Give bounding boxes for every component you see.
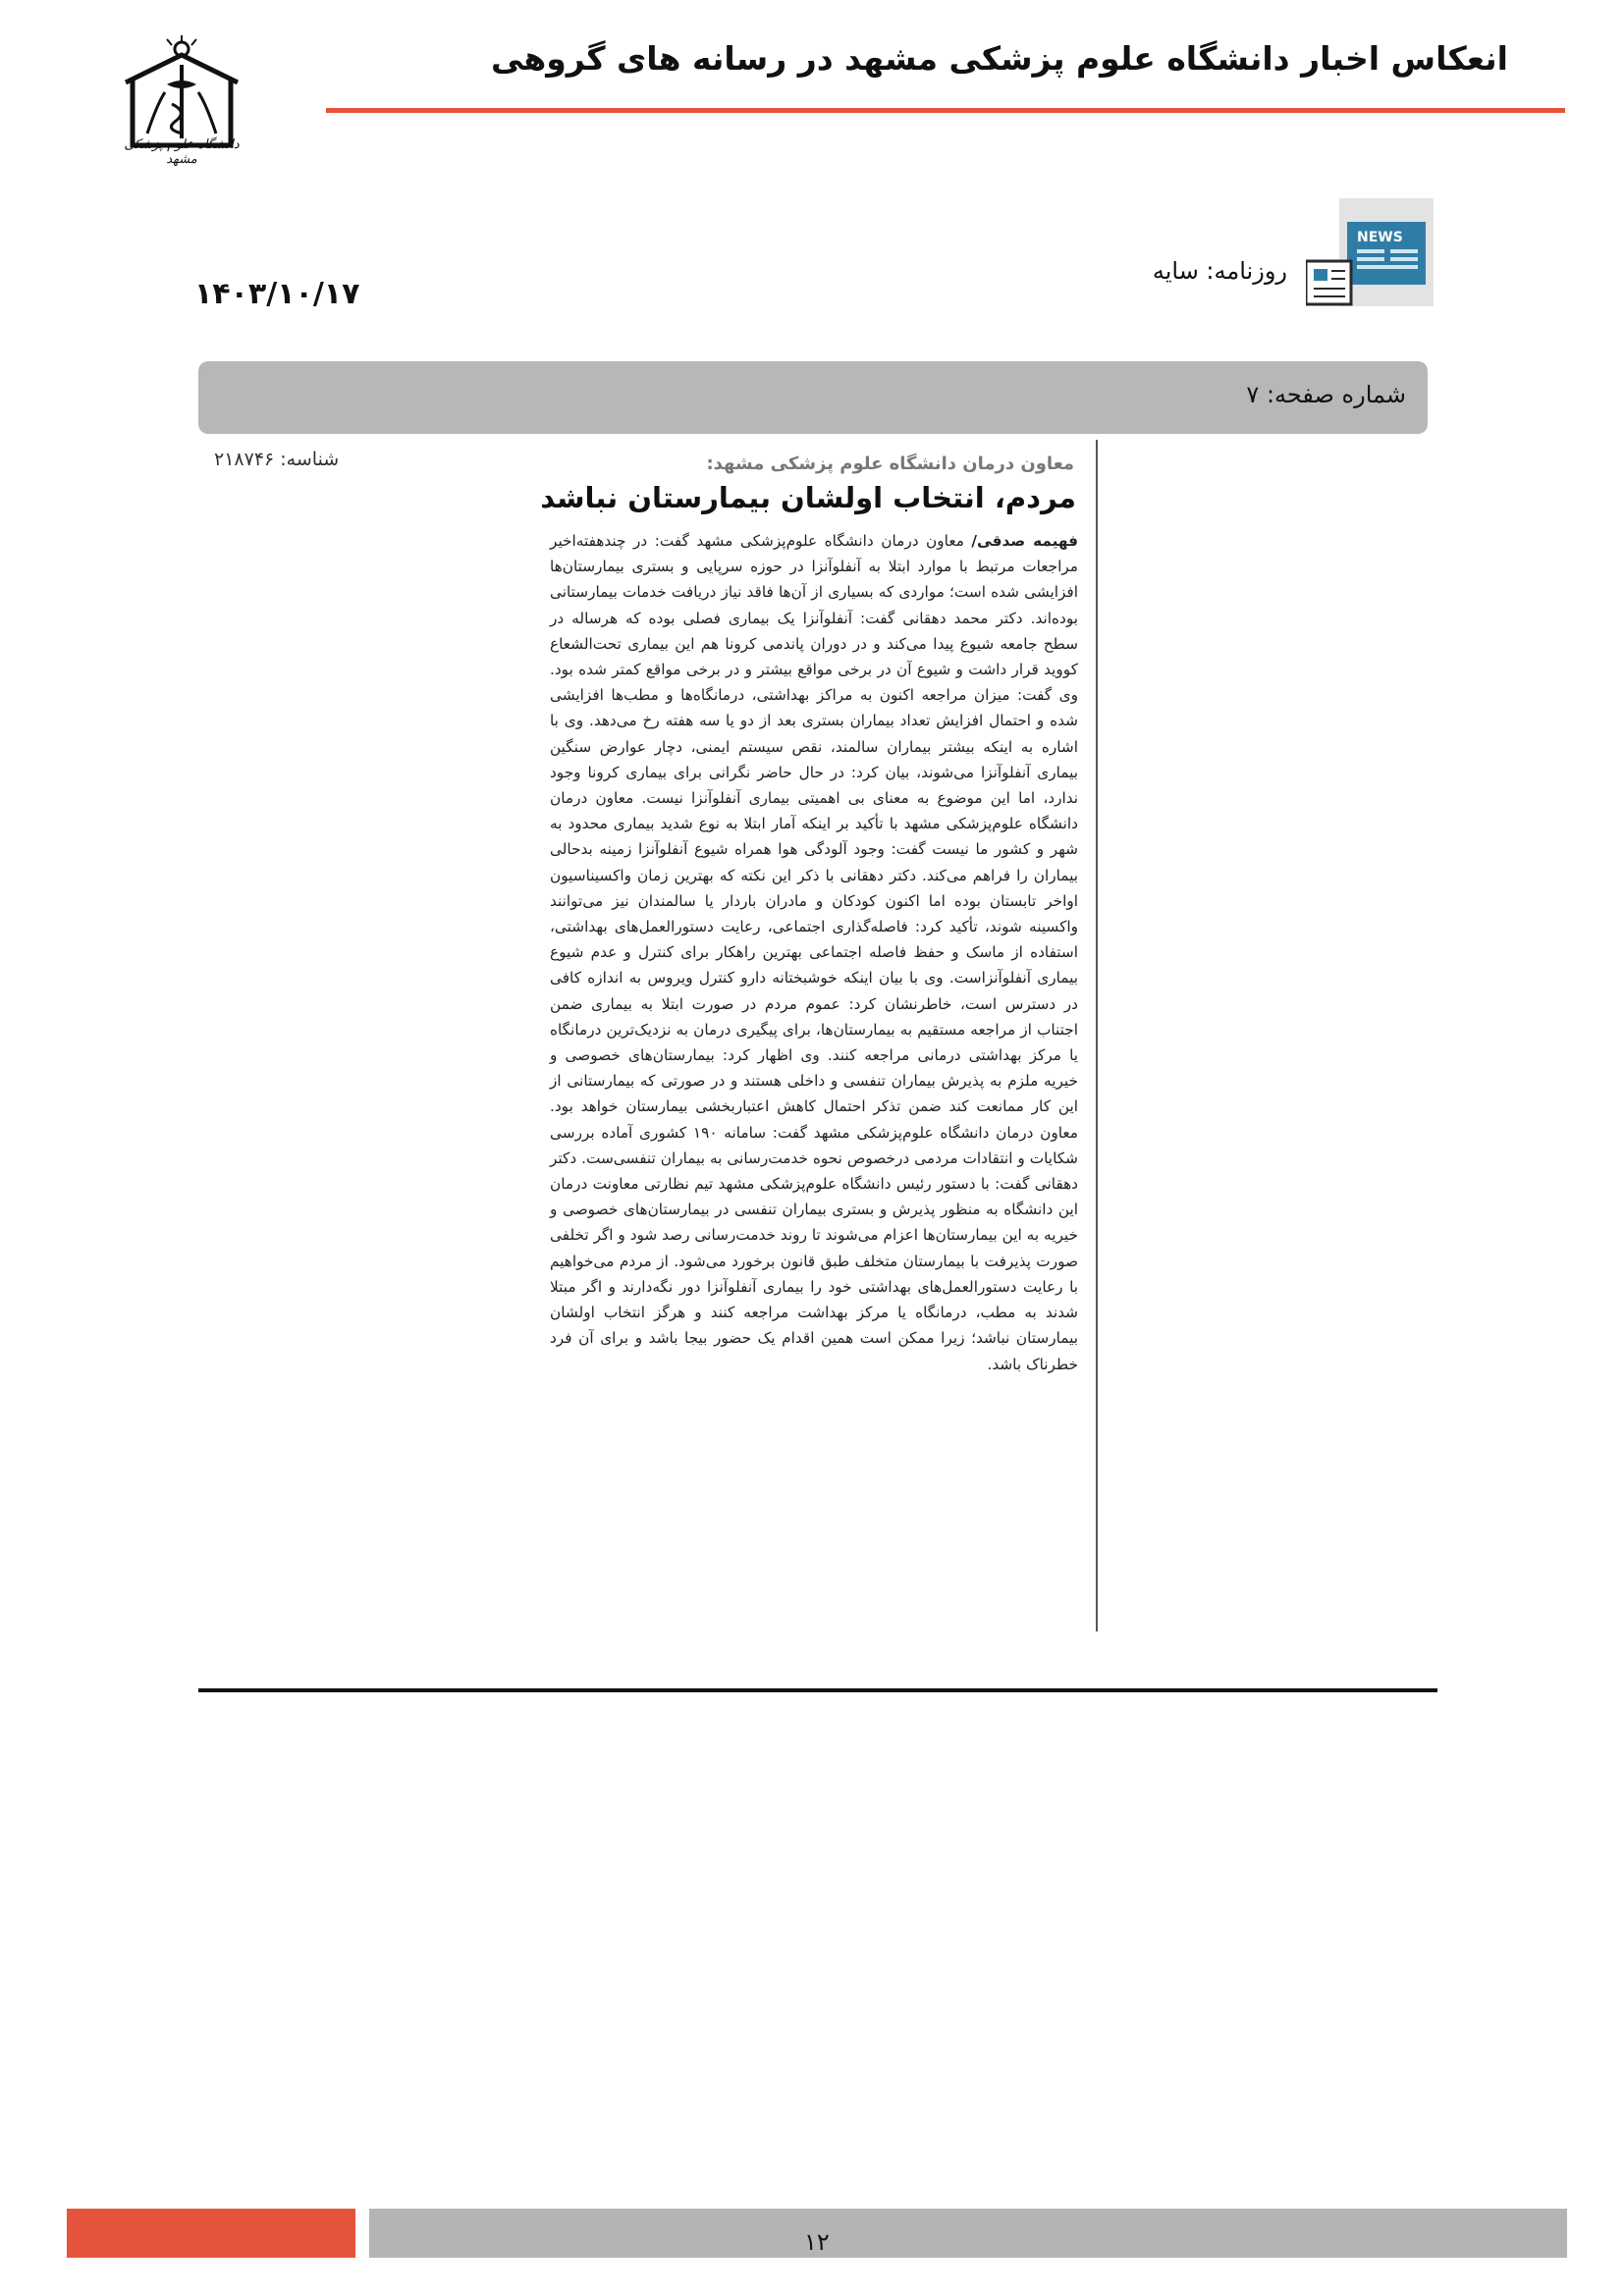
- clipping-id: شناسه: ۲۱۸۷۴۶: [214, 449, 340, 470]
- logo-caption: دانشگاه علوم پزشکی مشهد: [124, 137, 240, 167]
- newspaper-icon: [1306, 198, 1434, 306]
- page-number-bar: [198, 361, 1428, 434]
- column-divider: [1096, 440, 1098, 1631]
- page-number-label: شماره صفحه: ۷: [1246, 381, 1406, 408]
- article-text: معاون درمان دانشگاه علوم‌پزشکی مشهد گفت: در چندهفته‌اخیر مراجعات مرتبط با موارد ابتلا به آنفلوآنزا در حوزه سرپایی و بستری بیمارستان‌ها افزایشی شده است؛ مواردی که بسیاری از آن‌ها فاقد نیاز دریافت خدمات بیمارستانی بوده‌اند. دکتر محمد دهقانی گفت: آنفلوآنزا یک بیماری فصلی بوده که هرساله در سطح جامعه شیوع پیدا می‌کند و در دوران پاندمی کرونا هم این بیماری تحت‌الشعاع کووید قرار داشت و شیوع آن در برخی مواقع بیشتر و در برخی مواقع کمتر شده بود. وی گفت: میزان مراجعه اکنون به مراکز بهداشتی، درمانگاه‌ها و مطب‌ها افزایشی شده و احتمال افزایش تعداد بیماران بستری بعد از دو یا سه هفته رخ می‌دهد. وی با اشاره به اینکه بیشتر بیماران سالمند، نقص سیستم ایمنی، دچار عوارض سنگین بیماری آنفلوآنزا می‌شوند، بیان کرد: در حال حاضر نگرانی برای بیماری کرونا وجود ندارد، اما این موضوع به معنای بی اهمیتی بیماری آنفلوآنزا نیست. معاون درمان دانشگاه علوم‌پزشکی مشهد با تأکید بر اینکه آمار ابتلا به نوع شدید بیماری محدود به شهر و کشور ما نیست گفت: وجود آلودگی هوا همراه شیوع آنفلوآنزا زمینه بدحالی بیماران را فراهم می‌کند. دکتر دهقانی با ذکر این نکته که بهترین زمان واکسیناسیون اواخر تابستان بوده اما اکنون کودکان و مادران باردار یا سالمندان نیز می‌توانند واکسینه شوند، تأکید کرد: فاصله‌گذاری اجتماعی، رعایت دستورالعمل‌های بهداشتی، استفاده از ماسک و حفظ فاصله اجتماعی بهترین راهکار برای کنترل و عدم شیوع بیماری آنفلوآنزاست. وی با بیان اینکه خوشبختانه دارو کنترل ویروس به اندازه کافی در دسترس است، خاطرنشان کرد: عموم مردم در صورت ابتلا به بیماری ضمن اجتناب از مراجعه مستقیم به بیمارستان‌ها، برای پیگیری درمان به نزدیک‌ترین درمانگاه یا مرکز بهداشتی درمانی مراجعه کنند. وی اظهار کرد: بیمارستان‌های خصوصی و خیریه ملزم به پذیرش بیماران تنفسی و داخلی هستند و در صورتی که بیمارستانی از این کار ممانعت کند ضمن تذکر احتمال کاهش اعتباربخشی بیمارستان خواهد بود. معاون درمان دانشگاه علوم‌پزشکی مشهد گفت: سامانه ۱۹۰ کشوری آماده بررسی شکایات و انتقادات مردمی درخصوص نحوه خدمت‌رسانی به بیماران تنفسی‌ست. دکتر دهقانی گفت: با دستور رئیس دانشگاه علوم‌پزشکی مشهد تیم نظارتی معاونت درمان این دانشگاه به منظور پذیرش و بستری بیماران تنفسی در بیمارستان‌های خصوصی و خیریه به این بیمارستان‌ها اعزام می‌شوند تا روند خدمت‌رسانی رصد شود و اگر تخلفی صورت پذیرفت با بیمارستان متخلف طبق قانون برخورد می‌شود. از مردم می‌خواهیم با رعایت دستورالعمل‌های بهداشتی خود را بیماری آنفلوآنزا دور نگه‌دارند و اگر مبتلا شدند به مطب، درمانگاه یا مرکز بهداشت مراجعه کنند و هرگز انتخاب اولشان بیمارستان نباشد؛ زیرا ممکن است همین اقدام یک حضور بیجا باشد و برای آن فرد خطرناک باشد.: [550, 532, 1078, 1373]
- footer-accent-bar: [67, 2209, 355, 2258]
- report-title: انعکاس اخبار دانشگاه علوم پزشکی مشهد در رسانه های گروهی: [491, 39, 1508, 78]
- article-headline: مردم، انتخاب اولشان بیمارستان نباشد: [540, 481, 1076, 514]
- header-divider: [326, 108, 1565, 113]
- article-kicker: معاون درمان دانشگاه علوم پزشکی مشهد:: [706, 454, 1074, 474]
- content-bottom-divider: [198, 1688, 1437, 1692]
- footer-page-number: ۱۲: [804, 2228, 830, 2256]
- news-icon-text: NEWS: [1357, 230, 1403, 245]
- newspaper-name: روزنامه: سایه: [1152, 257, 1287, 285]
- article-body: [550, 528, 1078, 1377]
- footer-bar: [369, 2209, 1567, 2258]
- publish-date: ۱۴۰۳/۱۰/۱۷: [194, 277, 360, 311]
- article-author: فهیمه صدقی/: [971, 532, 1078, 550]
